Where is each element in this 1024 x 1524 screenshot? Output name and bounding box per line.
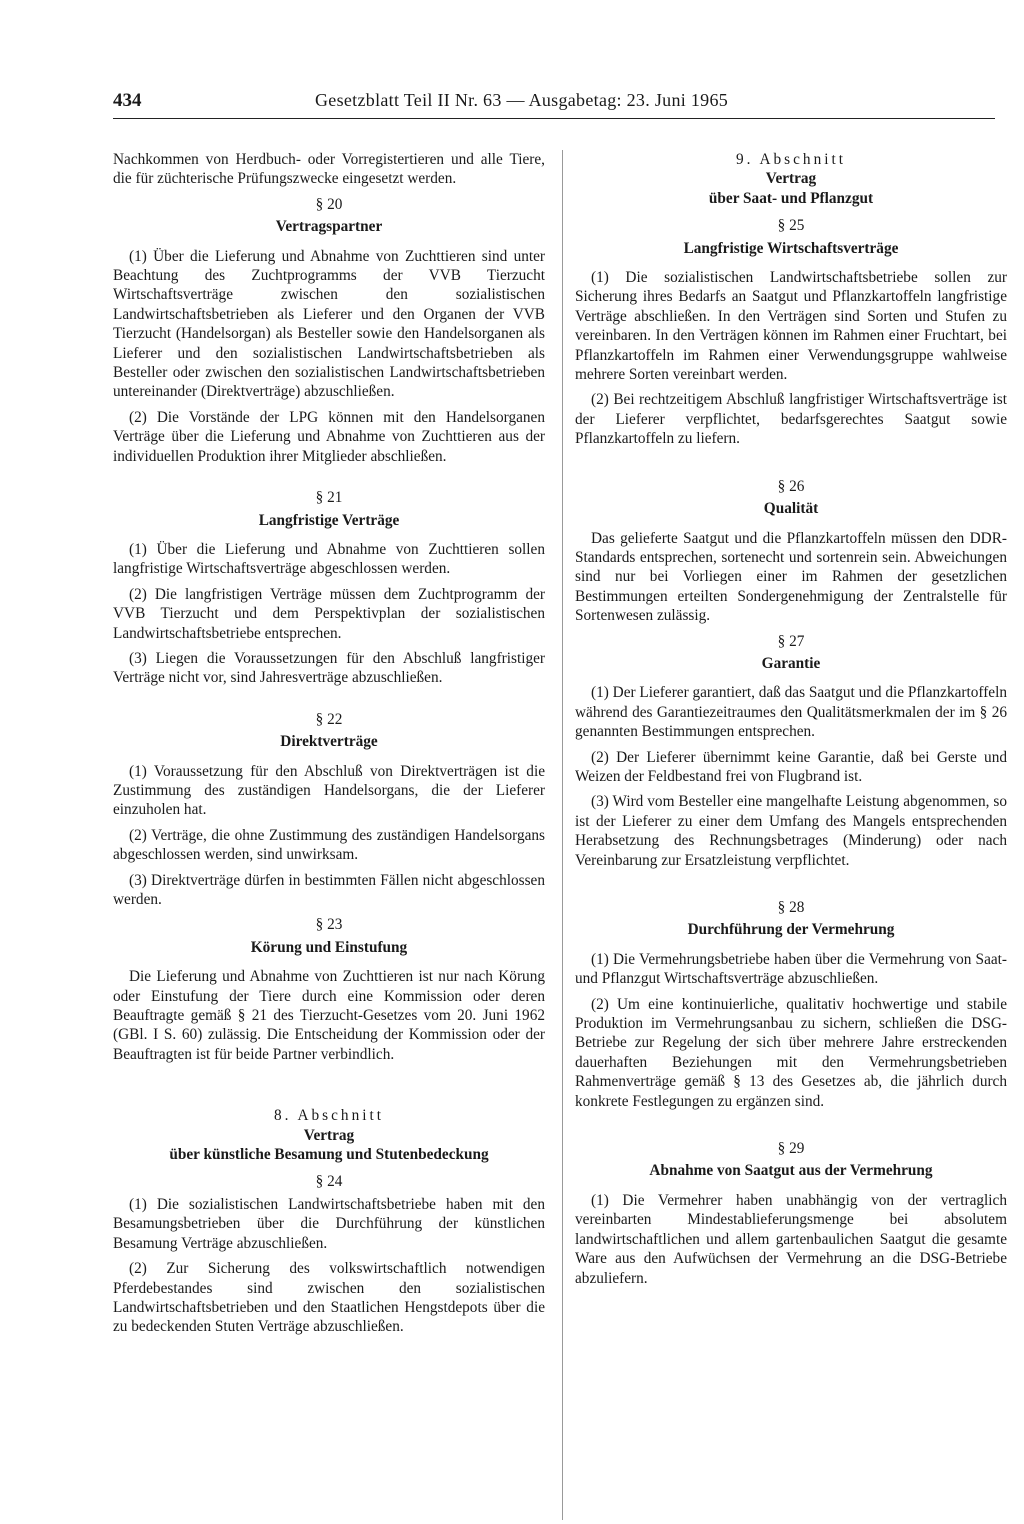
paragraph-title-21: Langfristige Verträge [258,511,400,529]
section-title-9-line2: über Saat- und Pflanzgut [708,189,874,207]
section-title-8-line1: Vertrag [303,1126,355,1144]
section-title-9-line1: Vertrag [765,170,817,188]
paragraph-number-23: § 23 [315,916,343,934]
body-paragraph: (1) Die sozialistischen Landwirtschaftsbetriebe haben mit den Besamungsbetrieben über die Durchführung der künstlichen Besamung Verträge abzuschließen. [113,1195,545,1252]
body-paragraph: (1) Die sozialistischen Landwirtschaftsbetriebe sollen zur Sicherung ihres Bedarfs an Saatgut und Pflanzkartoffeln langfristige Verträge abschließen. In den Verträgen sind Sorten und Stufen zu vereinbaren. In den Verträgen können im Rahmen einer Fruchtart, bei Pflanzkartoffeln im Rahmen einer Verwendungsgruppe wahlweise mehrere Sorten vereinbart werden. [575,269,1007,384]
intro-paragraph: Nachkommen von Herdbuch- oder Vorregistertieren und alle Tiere, die für züchterische Prüfungszwecke eingesetzt werden. [113,151,545,188]
paragraph-title-22: Direktverträge [280,733,378,751]
body-paragraph: (1) Der Lieferer garantiert, daß das Saatgut und die Pflanzkartoffeln während des Garantiezeitraumes den Qualitätsmerkmalen der im § 26 genannten Bestimmungen entsprechen. [575,684,1007,741]
paragraph-number-21: § 21 [315,489,343,507]
page-header [113,90,995,119]
body-paragraph: (2) Verträge, die ohne Zustimmung des zuständigen Handelsorgans abgeschlossen werden, sind unwirksam. [113,826,545,864]
body-paragraph: (2) Bei rechtzeitigem Abschluß langfristiger Wirtschaftsverträge ist der Lieferer verpflichtet, bedarfsgerechtes Saatgut sowie Pflanzkartoffeln zu liefern. [575,391,1007,448]
running-head: Gesetzblatt Teil II Nr. 63 — Ausgabetag: 23. Juni 1965 [315,90,729,110]
paragraph-number-20: § 20 [315,195,343,213]
body-paragraph: (3) Wird vom Besteller eine mangelhafte Leistung abgenommen, so ist der Lieferer zu einer dem Umfang des Mangels entsprechenden Herabsetzung des Rechnungsbetrages (Minderung) oder nach Vereinbarung zur Ersatzleistung verpflichtet. [575,793,1007,869]
paragraph-title-25: Langfristige Wirtschaftsverträge [683,239,899,257]
section-title-8-line2: über künstliche Besamung und Stutenbedeckung [169,1146,489,1164]
paragraph-number-28: § 28 [777,899,805,916]
body-paragraph: (1) Die Vermehrungsbetriebe haben über die Vermehrung von Saat- und Pflanzgut Wirtschaftsverträge abzuschließen. [575,950,1007,988]
body-paragraph: Die Lieferung und Abnahme von Zuchttieren ist nur nach Körung oder Einstufung der Tiere durch eine Kommission oder deren Beauftragte gemäß § 21 des Tierzucht-Gesetzes vom 20. Juni 1962 (GBl. I S. 60) zulässig. Die Entscheidung der Kommission oder der Beauftragten ist für beide Partner verbindlich. [113,968,545,1063]
right-column [575,150,1007,1294]
page-number: 434 [113,90,142,111]
body-paragraph: (2) Um eine kontinuierliche, qualitativ hochwertige und stabile Produktion im Vermehrungsanbau zu sichern, schließen die DSG-Betriebe zur Regelung der sich über mehrere Jahre erstreckenden dauerhaften Beziehungen mit den Vermehrungsbetrieben Rahmenverträge gemäß § 13 des Gesetzes ab, die jährlich durch konkrete Festlegungen zu ergänzen sind. [575,995,1007,1110]
section-heading-8: 8. Abschnitt [274,1107,384,1125]
paragraph-number-24: § 24 [315,1173,343,1191]
paragraph-title-29: Abnahme von Saatgut aus der Vermehrung [649,1162,933,1180]
body-paragraph: (1) Über die Lieferung und Abnahme von Zuchttieren sind unter Beachtung des Zuchtprogramms der VVB Tierzucht Wirtschaftsverträge zwischen den sozialistischen Landwirtschaftsbetrieben als Lieferer und den Organen der VVB Tierzucht (Handelsorgan) als Besteller sowie den Handelsorganen als Lieferer und den sozialistischen Landwirtschaftsbetrieben als Besteller oder zwischen den sozialistischen Landwirtschaftsbetrieben untereinander (Direktverträge) abzuschließen. [113,247,545,401]
left-column [113,150,545,1343]
body-paragraph: (2) Zur Sicherung des volkswirtschaftlich notwendigen Pferdebestandes sind zwischen den sozialistischen Landwirtschaftsbetrieben und den Staatlichen Hengstdepots über die zu bedeckenden Stuten Verträge abzuschließen. [113,1260,545,1336]
body-paragraph: (1) Voraussetzung für den Abschluß von Direktverträgen ist die Zustimmung des zuständigen Handelsorgans, die der Lieferer einzuholen hat. [113,762,545,819]
body-paragraph: (3) Direktverträge dürfen in bestimmten Fällen nicht abgeschlossen werden. [113,871,545,908]
body-paragraph: (2) Der Lieferer übernimmt keine Garantie, daß bei Gerste und Weizen der Feldbestand frei von Flugbrand ist. [575,748,1007,785]
column-divider [562,150,563,1520]
paragraph-number-27: § 27 [777,632,805,650]
paragraph-title-20: Vertragspartner [275,218,383,236]
body-paragraph: (1) Die Vermehrer haben unabhängig von der vertraglich vereinbarten Mindestablieferungsmenge bei absolutem landwirtschaftlichen und allem gartenbaulichen Saatgut die gesamte Ware aus den Aufwüchsen der Vermehrung an die DSG-Betriebe abzuliefern. [575,1191,1007,1287]
paragraph-number-22: § 22 [315,710,343,728]
body-paragraph: (2) Die Vorstände der LPG können mit den Handelsorganen Verträge über die Lieferung und Abnahme von Zuchttieren aus der individuellen Produktion ihrer Mitglieder abschließen. [113,408,545,465]
paragraph-title-23: Körung und Einstufung [250,938,408,956]
body-paragraph: (2) Die langfristigen Verträge müssen dem Zuchtprogramm der VVB Tierzucht und dem Perspektivplan der sozialistischen Landwirtschaftsbetriebe entsprechen. [113,585,545,642]
paragraph-number-25: § 25 [777,217,805,235]
section-heading-9: 9. Abschnitt [736,151,846,168]
body-paragraph: Das gelieferte Saatgut und die Pflanzkartoffeln müssen den DDR-Standards entsprechen, sortenecht und sortenrein sein. Abweichungen sind nur bei Vorliegen einer im Rahmen der gesetzlichen Bestimmungen erteilten Sondergenehmigung der Zentralstelle für Sortenwesen zulässig. [575,529,1007,625]
paragraph-title-27: Garantie [761,654,821,672]
paragraph-title-26: Qualität [763,500,819,518]
paragraph-number-26: § 26 [777,477,805,495]
body-paragraph: (1) Über die Lieferung und Abnahme von Zuchttieren sollen langfristige Wirtschaftsverträge abgeschlossen werden. [113,540,545,578]
paragraph-number-29: § 29 [777,1140,805,1158]
paragraph-title-28: Durchführung der Vermehrung [687,921,895,939]
body-paragraph: (3) Liegen die Voraussetzungen für den Abschluß langfristiger Verträge nicht vor, sind Jahresverträge abzuschließen. [113,649,545,687]
